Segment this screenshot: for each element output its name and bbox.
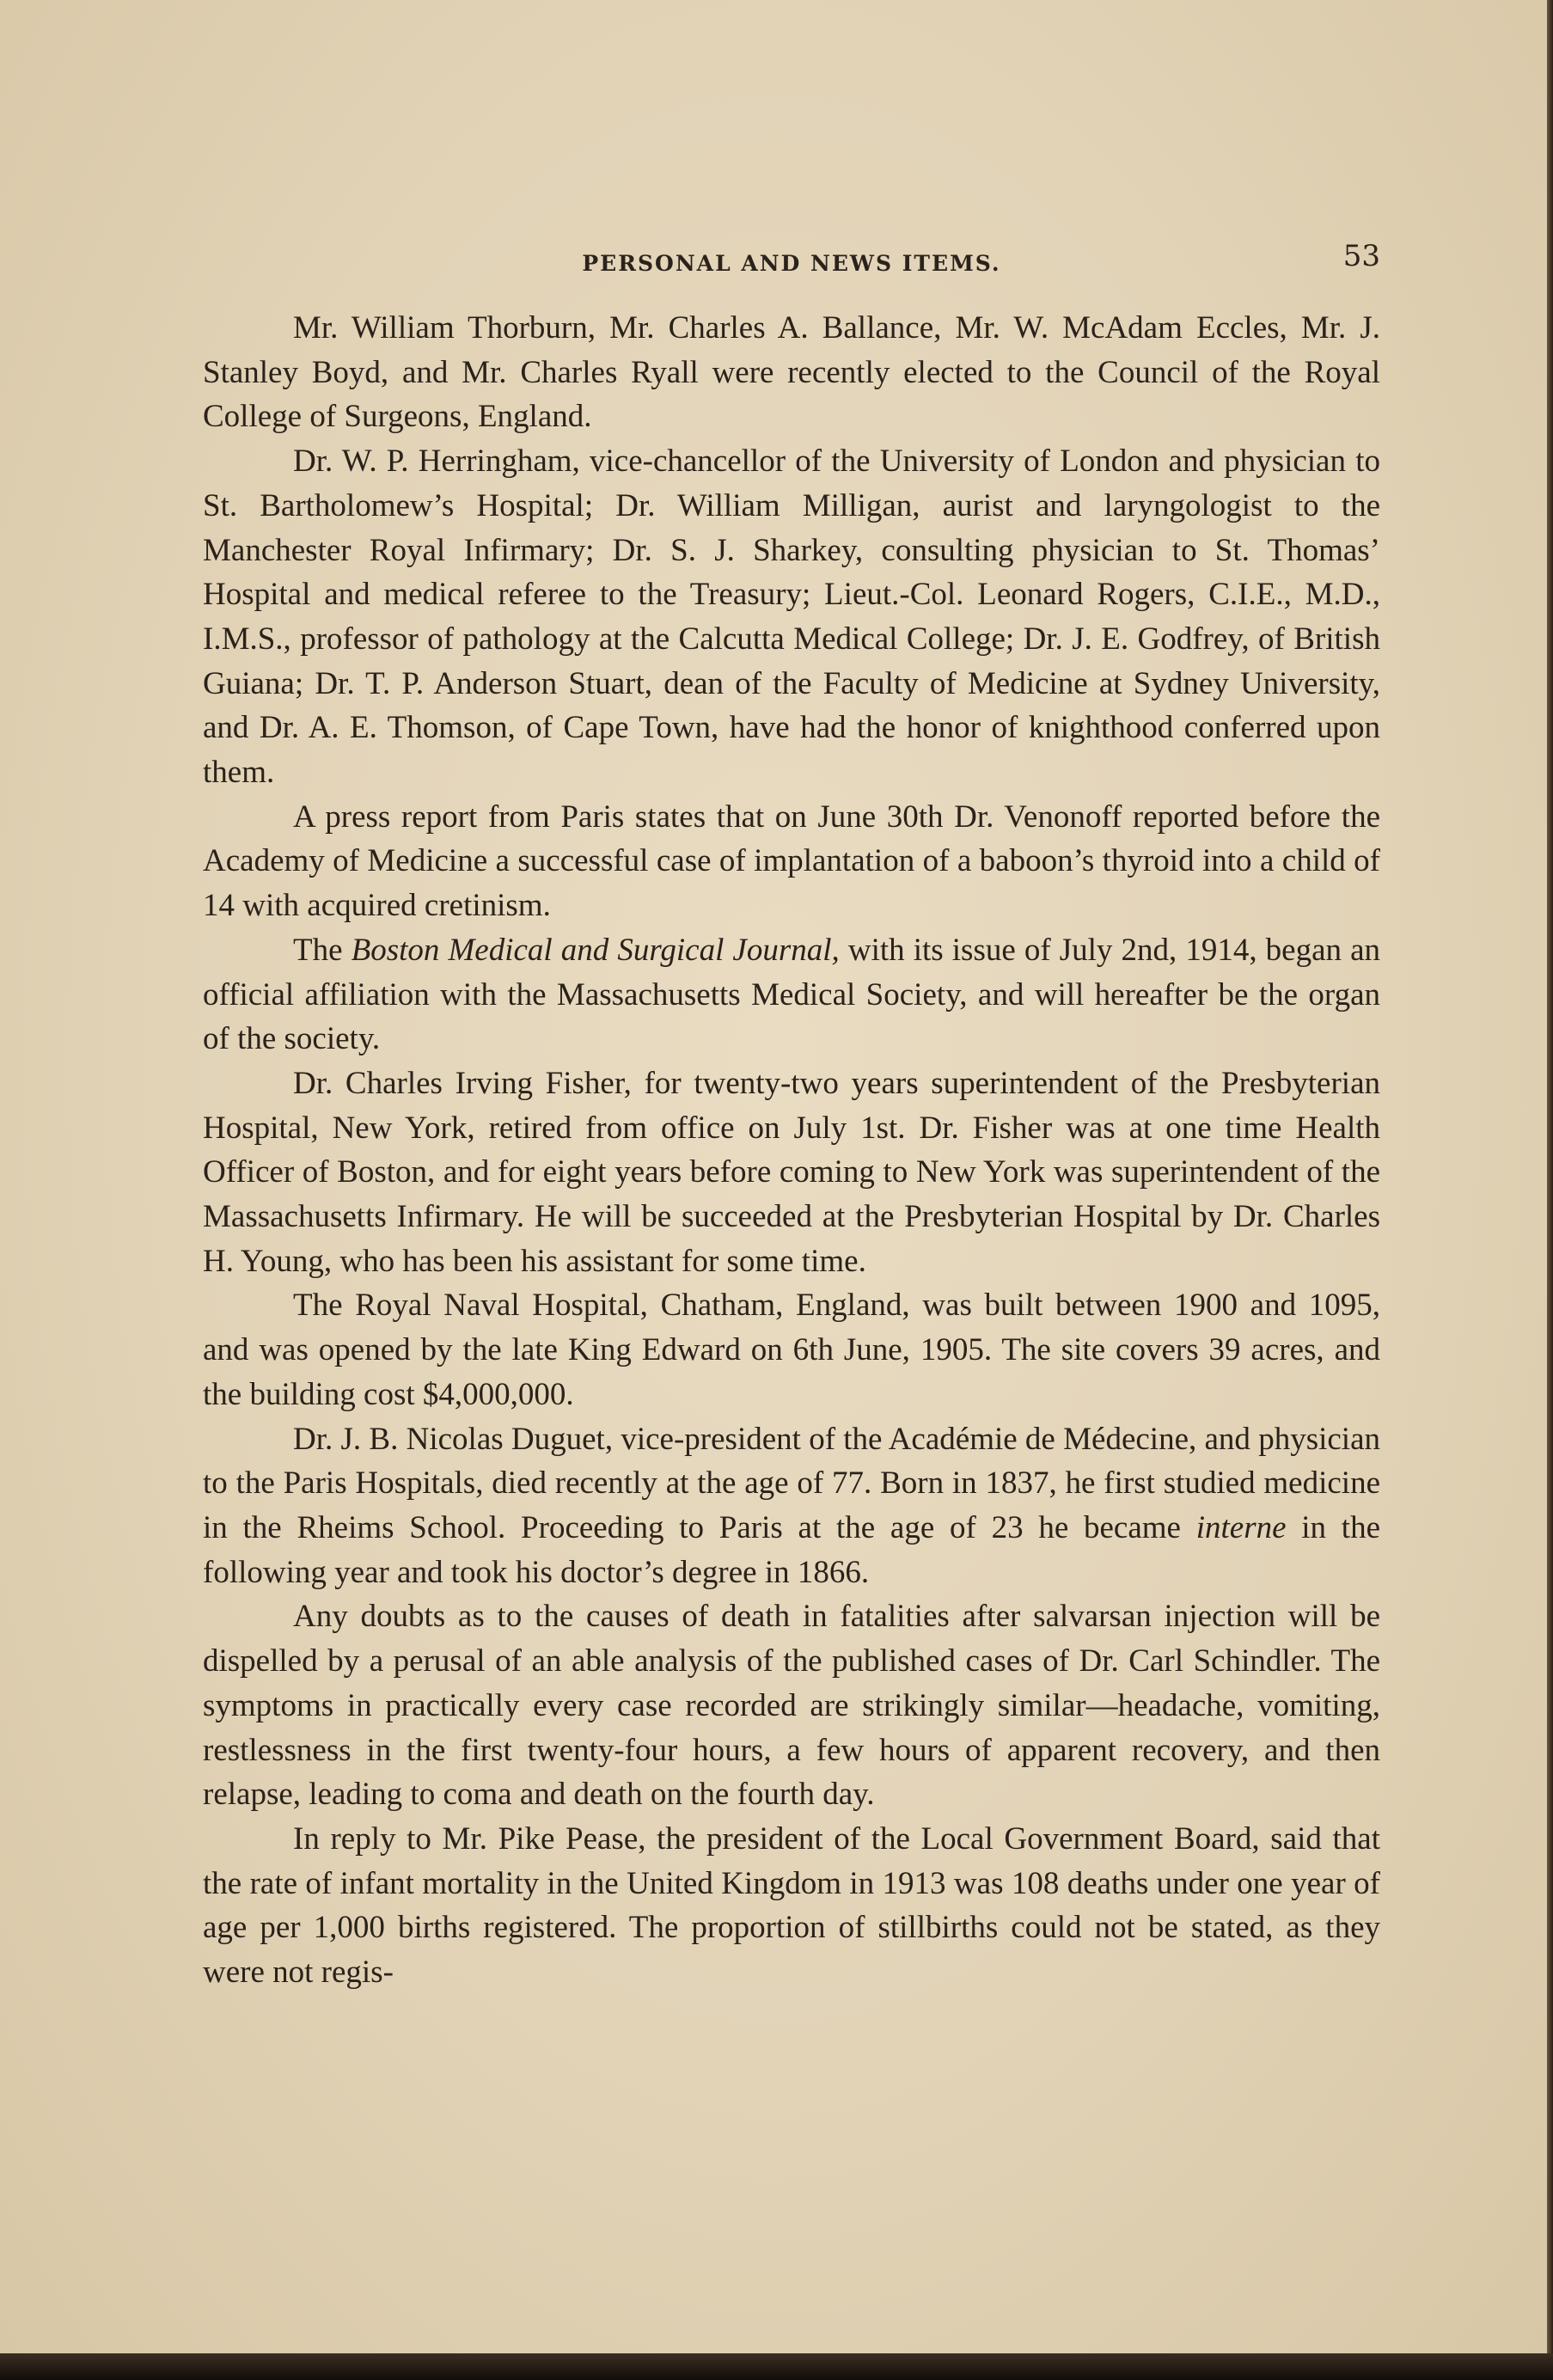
italic-term: interne [1195,1509,1287,1545]
paragraph-council-election: Mr. William Thorburn, Mr. Charles A. Ballance, Mr. W. McAdam Eccles, Mr. J. Stanley Boyd, and Mr. Charles Ryall were recently elected to the Council of the Royal College of Surgeons, England. [203,310,1380,435]
page-header [203,239,1380,291]
text-segment: The [293,932,352,968]
paragraph-thyroid-implantation: A press report from Paris states that on June 30th Dr. Venonoff reported before the Academy of Medicine a successful case of implantation of a baboon’s thyroid into a child of 14 with acquired cretinism. [203,798,1380,924]
paragraph-duguet-obituary [203,1417,1380,1595]
paragraph-knighthoods: Dr. W. P. Herringham, vice-chancellor of the University of London and physician to St. Bartholomew’s Hospital; Dr. William Milligan, aurist and laryngologist to the Manchester Royal Infirmary; Dr. S. J. Sharkey, consulting physician to St. Thomas’ Hospital and medical referee to the Treasury; Lieut.-Col. Leonard Rogers, C.I.E., M.D., I.M.S., professor of pathology at the Calcutta Medical College; Dr. J. E. Godfrey, of British Guiana; Dr. T. P. Anderson Stuart, dean of the Faculty of Medicine at Sydney University, and Dr. A. E. Thomson, of Cape Town, have had the honor of knighthood conferred upon them. [203,444,1380,791]
article-body [203,306,1380,1995]
paragraph-naval-hospital: The Royal Naval Hospital, Chatham, England, was built between 1900 and 1095, and was opened by the late King Edward on 6th June, 1905. The site covers 39 acres, and the building cost $4,000,000. [203,1288,1380,1412]
paragraph-salvarsan: Any doubts as to the causes of death in fatalities after salvarsan injection will be dispelled by a perusal of an able analysis of the published cases of Dr. Carl Schindler. The symptoms in practically every case recorded are strikingly similar—headache, vomiting, restlessness in the first twenty-four hours, a few hours of apparent recovery, and then relapse, leading to coma and death on the fourth day. [203,1599,1380,1813]
page-edge-shadow [1547,0,1553,2380]
text-segment: in the following year and took his doctor’s degree in 1866. [203,1509,1381,1590]
paragraph-fisher-retirement: Dr. Charles Irving Fisher, for twenty-two years superintendent of the Presbyterian Hospital, New York, retired from office on July 1st. Dr. Fisher was at one time Health Officer of Boston, and for eight years before coming to New York was superintendent of the Massachusetts Infirmary. He will be succeeded at the Presbyterian Hospital by Dr. Charles H. Young, who has been his assistant for some time. [203,1065,1380,1279]
bottom-binding-shadow [0,2353,1553,2380]
paragraph-infant-mortality: In reply to Mr. Pike Pease, the president of the Local Government Board, said that the rate of infant mortality in the United Kingdom in 1913 was 108 deaths under one year of age per 1,000 births registered. The proportion of stillbirths could not be stated, as they were not regis- [203,1820,1380,1991]
running-head: PERSONAL AND NEWS ITEMS. [582,251,1001,276]
page-number: 53 [1342,239,1380,273]
paragraph-boston-journal [203,928,1380,1062]
text-segment: with its issue of July 2nd, 1914, began an official affiliation with the Massachusetts Medical Society, and will hereafter be the organ of the society. [203,932,1380,1057]
journal-title: Boston Medical and Surgical Journal, [351,932,840,968]
text-segment: Dr. J. B. Nicolas Duguet, vice-president of the Académie de Médecine, and physician to the Paris Hospitals, died recently at the age of 77. Born in 1837, he first studied medicine in the Rheims School. Proceeding to Paris at the age of 23 he became [203,1421,1380,1545]
